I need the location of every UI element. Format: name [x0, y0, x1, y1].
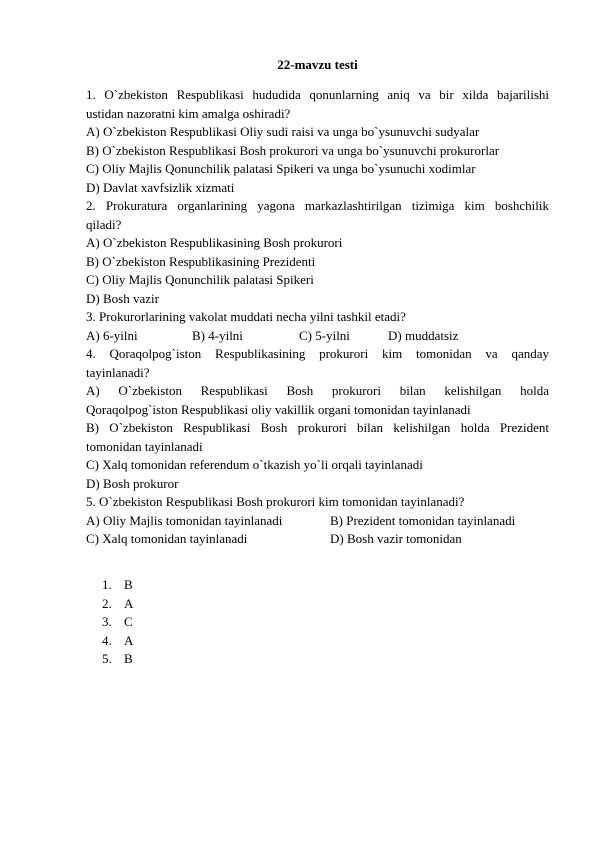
question-4-option-a-line-2: Qoraqolpog`iston Respublikasi oliy vakillik organi tomonidan tayinlanadi — [86, 401, 471, 417]
question-4-option-b-line-2: tomonidan tayinlanadi — [86, 438, 203, 454]
question-3-option-c: C) 5-yilni — [299, 327, 350, 343]
question-2-option-d: D) Bosh vazir — [86, 290, 159, 306]
question-4-line-2: tayinlanadi? — [86, 364, 150, 380]
answer-number: 2. — [102, 595, 112, 611]
question-1-line-1: 1. O`zbekiston Respublikasi hududida qonunlarning aniq va bir xilda bajarilishi — [86, 87, 549, 102]
answer-item — [102, 595, 133, 614]
question-5-option-c: C) Xalq tomonidan tayinlanadi — [86, 531, 248, 546]
question-1-option-d: D) Davlat xavfsizlik xizmati — [86, 179, 235, 195]
question-2-option-a: A) O`zbekiston Respublikasining Bosh prokurori — [86, 235, 343, 250]
question-5-line-1: 5. O`zbekiston Respublikasi Bosh prokurori kim tomonidan tayinlanadi? — [86, 494, 465, 509]
question-2-line-2: qiladi? — [86, 216, 122, 232]
answer-item — [102, 576, 133, 595]
question-2-line-1: 2. Prokuratura organlarining yagona markazlashtirilgan tizimiga kim boshchilik — [86, 198, 549, 213]
answer-number: 4. — [102, 632, 112, 648]
answer-item — [102, 650, 133, 669]
question-1-line-2: ustidan nazoratni kim amalga oshiradi? — [86, 105, 291, 121]
question-4-line-1: 4. Qoraqolpog`iston Respublikasining prokurori kim tomonidan va qanday — [86, 346, 549, 361]
question-4-option-b-line-1: B) O`zbekiston Respublikasi Bosh prokurori bilan kelishilgan holda Prezident — [86, 420, 549, 435]
question-5-option-a: A) Oliy Majlis tomonidan tayinlanadi — [86, 512, 283, 528]
answer-number: 3. — [102, 614, 112, 629]
question-5-option-b: B) Prezident tomonidan tayinlanadi — [330, 512, 516, 528]
answer-value: B — [124, 651, 133, 666]
question-4-option-d: D) Bosh prokuror — [86, 475, 179, 491]
question-3-option-b: B) 4-yilni — [192, 327, 243, 343]
question-3-option-a: A) 6-yilni — [86, 327, 138, 343]
answer-value: A — [124, 595, 134, 611]
page-title: 22-mavzu testi — [277, 57, 358, 72]
answer-item — [102, 632, 133, 651]
answer-number: 1. — [102, 577, 112, 592]
question-1-option-a: A) O`zbekiston Respublikasi Oliy sudi raisi va unga bo`ysunuvchi sudyalar — [86, 124, 480, 139]
question-5-options-row-2 — [86, 530, 549, 549]
answer-value: A — [124, 632, 134, 648]
answer-key — [102, 576, 133, 669]
questions-body — [86, 86, 549, 549]
question-5-option-d: D) Bosh vazir tomonidan — [330, 531, 462, 546]
question-3-options-row — [86, 327, 549, 346]
answer-number: 5. — [102, 651, 112, 666]
question-3-line-1: 3. Prokurorlarining vakolat muddati necha yilni tashkil etadi? — [86, 309, 406, 324]
question-2-option-b: B) O`zbekiston Respublikasining Prezidenti — [86, 253, 316, 269]
question-1-option-c: C) Oliy Majlis Qonunchilik palatasi Spikeri va unga bo`ysunuchi xodimlar — [86, 161, 476, 176]
question-5-options-row-1 — [86, 512, 549, 531]
question-3-option-d: D) muddatsiz — [388, 327, 459, 343]
question-4-option-a-line-1: A) O`zbekiston Respublikasi Bosh prokurori bilan kelishilgan holda — [86, 383, 549, 398]
question-4-option-c: C) Xalq tomonidan referendum o`tkazish yo`li orqali tayinlanadi — [86, 457, 423, 472]
answer-value: C — [124, 614, 133, 629]
answer-item — [102, 613, 133, 632]
answer-value: B — [124, 577, 133, 592]
question-1-option-b: B) O`zbekiston Respublikasi Bosh prokurori va unga bo`ysunuvchi prokurorlar — [86, 142, 500, 158]
question-2-option-c: C) Oliy Majlis Qonunchilik palatasi Spikeri — [86, 272, 314, 287]
